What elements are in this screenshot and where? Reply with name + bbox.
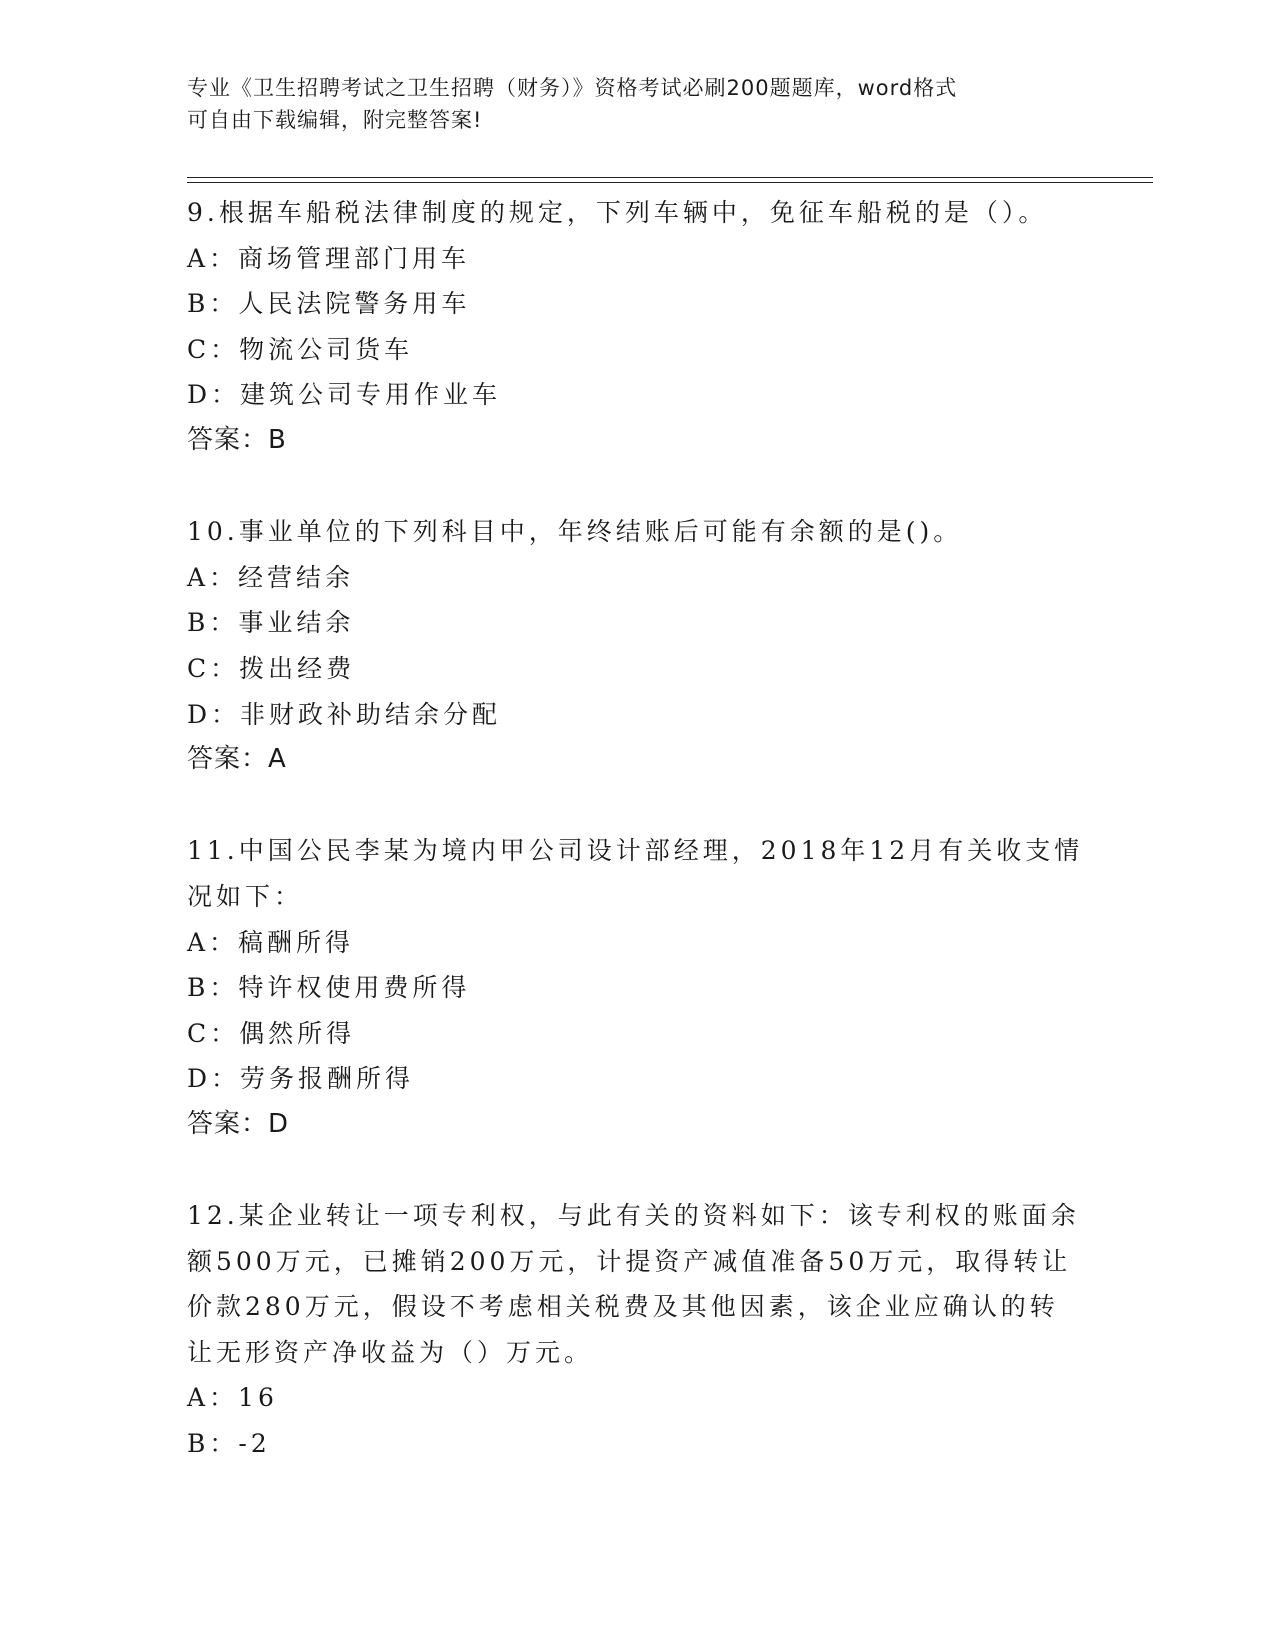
- option-b: B：-2: [187, 1429, 271, 1459]
- question-stem-line: 况如下：: [187, 881, 304, 911]
- option-d: D：非财政补助结余分配: [187, 699, 502, 729]
- option-b: B：特许权使用费所得: [187, 973, 471, 1003]
- question-stem-line: 9.根据车船税法律制度的规定，下列车辆中，免征车船税的是（）。: [187, 198, 1048, 227]
- answer-line: 答案：D: [187, 1108, 290, 1139]
- question-stem: [187, 1193, 1080, 1375]
- question-list: [187, 190, 1084, 1467]
- option-a: A：16: [187, 1383, 278, 1413]
- question-item: [187, 828, 1084, 1147]
- answer-line: 答案：B: [187, 424, 287, 455]
- question-item: [187, 509, 1067, 783]
- header-line-2: 可自由下载编辑，附完整答案!: [187, 108, 483, 132]
- question-stem-line: 价款280万元，假设不考虑相关税费及其他因素，该企业应确认的转: [187, 1292, 1059, 1322]
- document-header: [187, 72, 1067, 136]
- option-b: B：事业结余: [187, 608, 355, 638]
- question-stem-line: 额500万元，已摊销200万元，计提资产减值准备50万元，取得转让: [187, 1246, 1072, 1276]
- option-d: D：劳务报酬所得: [187, 1064, 415, 1094]
- question-stem: [187, 190, 1067, 236]
- option-b: B：人民法院警务用车: [187, 289, 471, 319]
- header-divider-top: [187, 177, 1153, 178]
- option-d: D：建筑公司专用作业车: [187, 380, 502, 410]
- option-a: A：稿酬所得: [187, 927, 355, 957]
- option-a: A：商场管理部门用车: [187, 243, 471, 273]
- question-stem-line: 让无形资产净收益为（）万元。: [187, 1337, 594, 1367]
- option-a: A：经营结余: [187, 562, 355, 592]
- question-stem: [187, 828, 1084, 919]
- header-line-1: 专业《卫生招聘考试之卫生招聘（财务）》资格考试必刷200题题库，word格式: [187, 76, 958, 100]
- question-item: [187, 190, 1067, 464]
- question-stem-line: 11.中国公民李某为境内甲公司设计部经理，2018年12月有关收支情: [187, 836, 1084, 866]
- question-stem: [187, 509, 1067, 555]
- answer-line: 答案：A: [187, 744, 287, 775]
- option-c: C：偶然所得: [187, 1018, 356, 1048]
- header-divider-bottom: [187, 182, 1153, 183]
- question-stem-line: 12.某企业转让一项专利权，与此有关的资料如下：该专利权的账面余: [187, 1201, 1080, 1231]
- question-stem-line: 10.事业单位的下列科目中，年终结账后可能有余额的是()。: [187, 517, 963, 547]
- question-item: [187, 1193, 1080, 1467]
- option-c: C：拨出经费: [187, 653, 356, 683]
- option-c: C：物流公司货车: [187, 334, 414, 364]
